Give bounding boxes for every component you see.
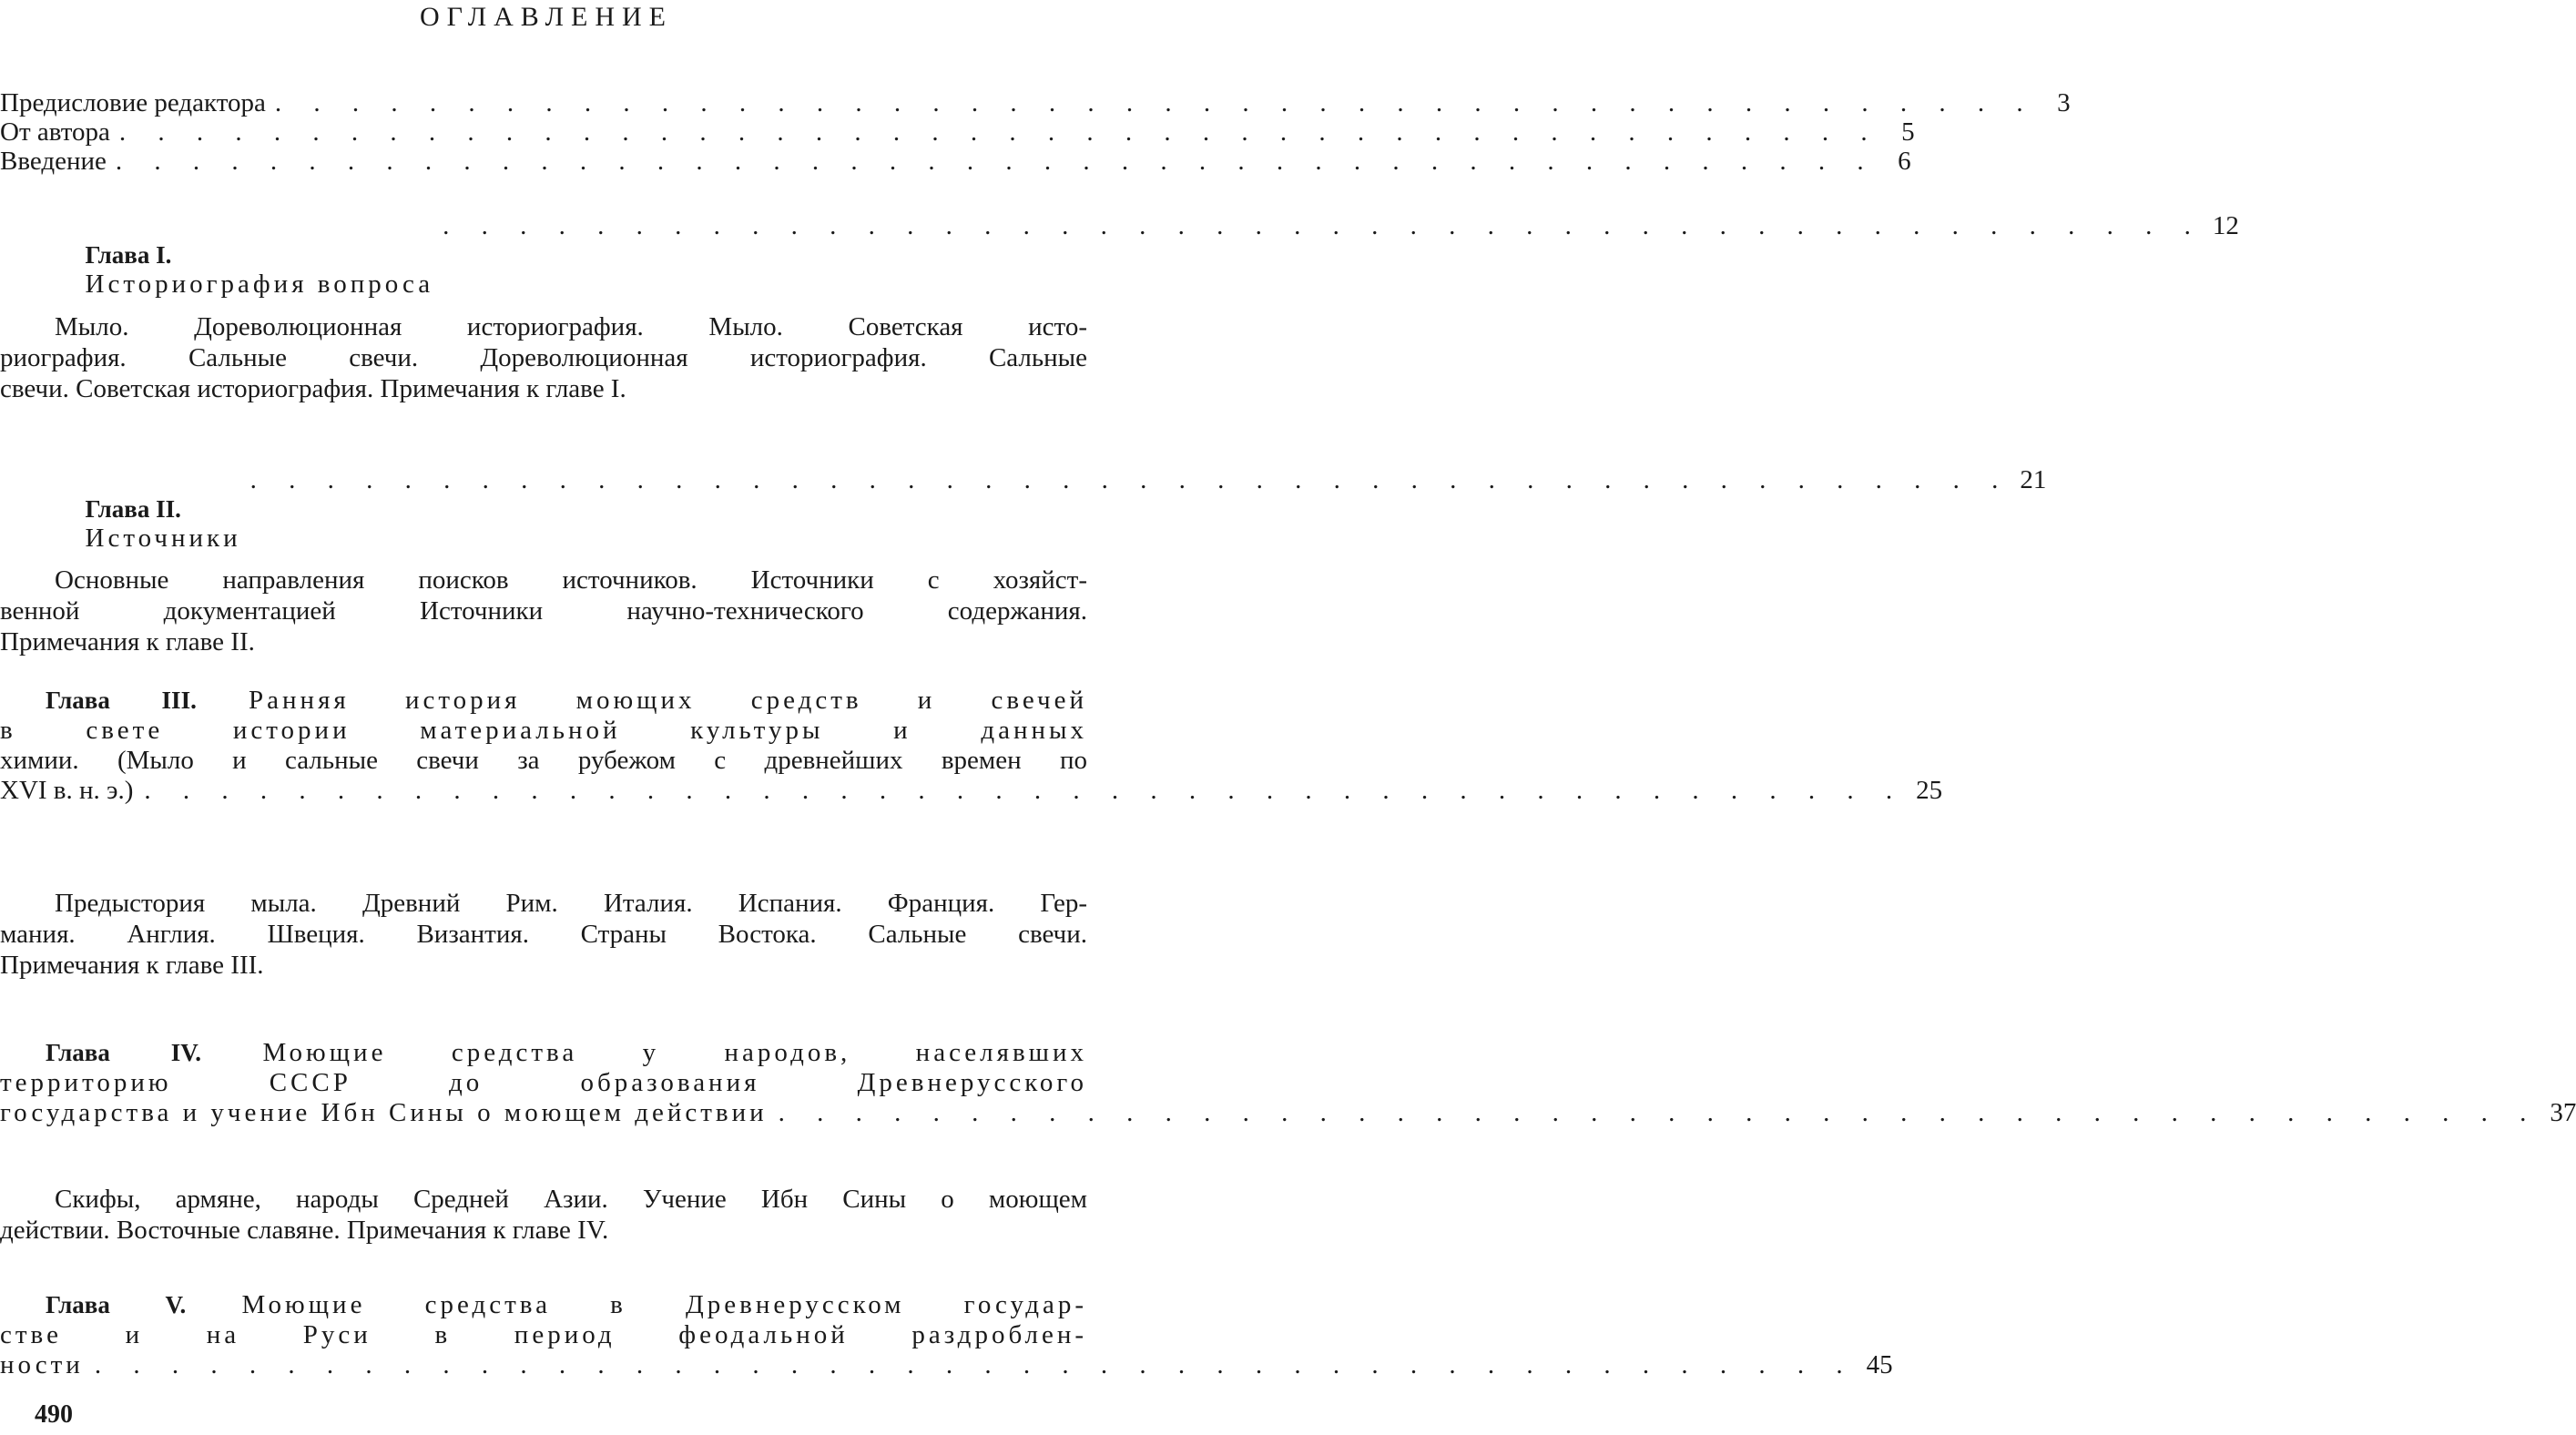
dot-leader: . . . . . . . . . . . . . . . . . . . . . . . . . . . . . . . . . . . . . . . . . . . . . .	[443, 211, 2204, 240]
summary-line: Мыло. Дореволюционная историография. Мыло. Советская исто-	[55, 312, 1087, 341]
chapter-title-line	[0, 776, 1943, 806]
toc-entry-chapter-5[interactable]	[0, 1290, 1893, 1380]
toc-entry-from-author[interactable]	[0, 117, 1915, 147]
chapter-title-line: стве и на Руси в период феодальной раздроблен-	[0, 1320, 1087, 1349]
chapter-4-summary	[0, 1184, 1087, 1246]
toc-entry-page: 5	[1901, 117, 1915, 147]
chapter-page: 45	[1866, 1350, 1893, 1379]
summary-line: Примечания к главе III.	[0, 951, 264, 980]
chapter-title-line	[0, 1290, 1087, 1320]
summary-line: действии. Восточные славяне. Примечания к главе IV.	[0, 1216, 609, 1245]
summary-line: мания. Англия. Швеция. Византия. Страны Востока. Сальные свечи.	[0, 920, 1087, 949]
summary-line: риография. Сальные свечи. Дореволюционная историография. Сальные	[0, 343, 1087, 372]
toc-entry-page: 3	[2057, 88, 2071, 117]
chapter-title: Историография вопроса	[85, 270, 434, 299]
chapter-label: Глава II.	[85, 495, 181, 523]
toc-entry-chapter-3[interactable]	[0, 686, 1943, 806]
chapter-title-line: в свете истории материальной культуры и данных	[0, 716, 1087, 745]
dot-leader: . . . . . . . . . . . . . . . . . . . . . . . . . . . . . . . . . . . . . . . . . . . . . .	[144, 776, 1906, 805]
chapter-title: ности	[0, 1350, 84, 1379]
toc-entry-title: Введение	[0, 147, 107, 176]
chapter-title: государства и учение Ибн Сины о моющем действии	[0, 1098, 768, 1127]
toc-entry-page: 6	[1898, 147, 1911, 176]
chapter-page: 12	[2212, 211, 2239, 240]
dot-leader: . . . . . . . . . . . . . . . . . . . . . . . . . . . . . . . . . . . . . . . . . . . . . .	[115, 147, 1877, 176]
chapter-title: Ранняя история моющих средств и свечей	[249, 686, 1087, 715]
chapter-title: Моющие средства в Древнерусском государ-	[241, 1290, 1088, 1319]
chapter-title: Источники	[85, 524, 241, 553]
chapter-title-line	[0, 1350, 1893, 1380]
chapter-title-line: химии. (Мыло и сальные свечи за рубежом с древнейших времен по	[0, 746, 1087, 775]
summary-line: венной документацией Источники научно-технического содержания.	[0, 596, 1087, 626]
toc-entry-title: Предисловие редактора	[0, 88, 266, 117]
summary-line: Скифы, армяне, народы Средней Азии. Учение Ибн Сины о моющем	[55, 1185, 1087, 1214]
chapter-label: Глава V.	[46, 1291, 187, 1318]
summary-line: Предыстория мыла. Древний Рим. Италия. Испания. Франция. Гер-	[55, 889, 1087, 918]
chapter-2-summary	[0, 565, 1087, 657]
chapter-page: 21	[2020, 465, 2047, 494]
chapter-3-summary	[0, 888, 1087, 981]
chapter-title-line	[0, 1038, 1087, 1068]
chapter-title: XVI в. н. э.)	[0, 776, 134, 805]
chapter-page: 37	[2550, 1098, 2576, 1127]
chapter-title-line	[0, 1098, 2576, 1128]
chapter-page: 25	[1916, 776, 1943, 805]
dot-leader: . . . . . . . . . . . . . . . . . . . . . . . . . . . . . . . . . . . . . . . . . . . . . .	[274, 88, 2036, 117]
chapter-label: Глава I.	[85, 241, 172, 269]
dot-leader: . . . . . . . . . . . . . . . . . . . . . . . . . . . . . . . . . . . . . . . . . . . . . .	[249, 465, 2011, 494]
chapter-label: Глава IV.	[46, 1039, 202, 1066]
chapter-title-line: территорию СССР до образования Древнерусского	[0, 1068, 1087, 1097]
summary-line: Основные направления поисков источников. Источники с хозяйст-	[55, 565, 1087, 595]
page-heading: ОГЛАВЛЕНИЕ	[420, 2, 673, 32]
chapter-label: Глава III.	[46, 687, 197, 714]
toc-entry-introduction[interactable]	[0, 147, 1911, 176]
toc-entry-title: От автора	[0, 117, 110, 147]
dot-leader: . . . . . . . . . . . . . . . . . . . . . . . . . . . . . . . . . . . . . . . . . . . . . .	[118, 117, 1880, 147]
toc-entry-chapter-1[interactable]	[46, 211, 2239, 328]
page-number: 490	[35, 1400, 73, 1429]
chapter-1-summary	[0, 311, 1087, 404]
chapter-title-line	[0, 686, 1087, 716]
toc-entry-chapter-4[interactable]	[0, 1038, 2576, 1128]
chapter-title: Моющие средства у народов, населявших	[262, 1038, 1088, 1067]
toc-entry-preface[interactable]	[0, 88, 2071, 117]
summary-line: Примечания к главе II.	[0, 627, 255, 656]
dot-leader: . . . . . . . . . . . . . . . . . . . . . . . . . . . . . . . . . . . . . . . . . . . . . .	[94, 1350, 1856, 1379]
dot-leader: . . . . . . . . . . . . . . . . . . . . . . . . . . . . . . . . . . . . . . . . . . . . . .	[778, 1098, 2540, 1127]
summary-line: свечи. Советская историография. Примечания к главе I.	[0, 374, 626, 403]
